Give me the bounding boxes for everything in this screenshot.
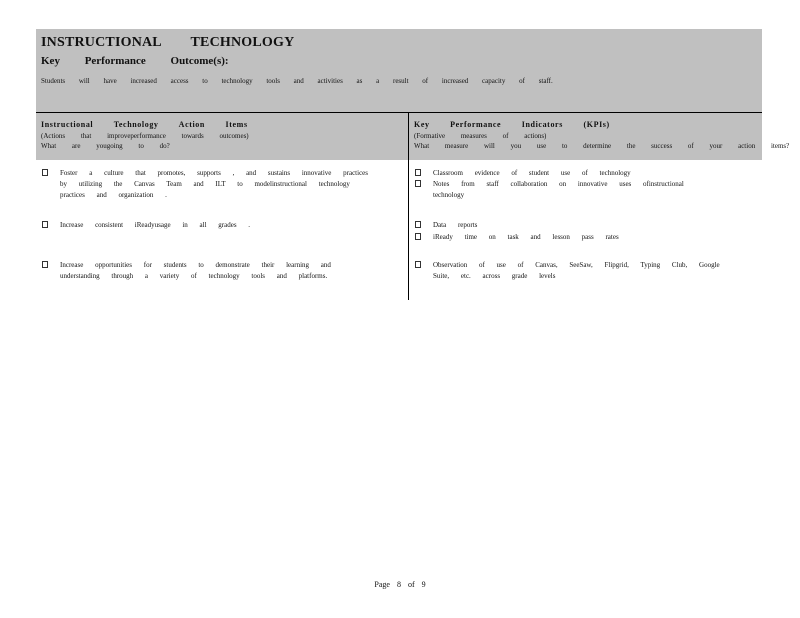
bullet-icon: [415, 221, 421, 228]
item-line: technology: [433, 191, 465, 199]
bullet-icon: [42, 169, 48, 176]
column-divider: [408, 113, 409, 300]
action-items-header: [36, 113, 408, 160]
outcome-label: Key Performance Outcome(s):: [41, 55, 229, 67]
action-items-subtitle: (Actions that improveperformance towards outcomes): [41, 132, 249, 140]
kpi-subtitle: (Formative measures of actions): [414, 132, 547, 140]
item-line: by utilizing the Canvas Team and ILT to modelinstructional technology: [60, 180, 350, 188]
bullet-icon: [415, 169, 421, 176]
outcome-text: Students will have increased access to technology tools and activities as a result of increased capacity of staff.: [41, 77, 553, 85]
bullet-icon: [415, 180, 421, 187]
item-line: Increase opportunities for students to demonstrate their learning and: [60, 261, 331, 269]
page-number: Page 8 of 9: [374, 580, 426, 589]
action-items-title: Instructional Technology Action Items: [41, 120, 248, 129]
bullet-icon: [415, 261, 421, 268]
outcome-header: [36, 29, 762, 112]
bullet-icon: [42, 221, 48, 228]
bullet-icon: [415, 233, 421, 240]
item-line: Notes from staff collaboration on innovative uses ofinstructional: [433, 180, 684, 188]
item-line: Suite, etc. across grade levels: [433, 272, 556, 280]
item-line: Classroom evidence of student use of technology: [433, 169, 631, 177]
item-line: Increase consistent iReadyusage in all grades .: [60, 221, 251, 229]
bullet-icon: [42, 261, 48, 268]
kpi-question: What measure will you use to determine the success of your action items?: [414, 142, 790, 150]
item-line: Data reports: [433, 221, 478, 229]
section-title: INSTRUCTIONAL TECHNOLOGY: [41, 35, 295, 50]
item-line: iReady time on task and lesson pass rates: [433, 233, 619, 241]
item-line: Observation of use of Canvas, SeeSaw, Flipgrid, Typing Club, Google: [433, 261, 720, 269]
kpi-title: Key Performance Indicators (KPIs): [414, 120, 610, 129]
item-line: Foster a culture that promotes, supports , and sustains innovative practices: [60, 169, 369, 177]
item-line: understanding through a variety of technology tools and platforms.: [60, 272, 328, 280]
kpi-header: [409, 113, 790, 160]
item-line: practices and organization .: [60, 191, 167, 199]
action-items-question: What are yougoing to do?: [41, 142, 170, 150]
